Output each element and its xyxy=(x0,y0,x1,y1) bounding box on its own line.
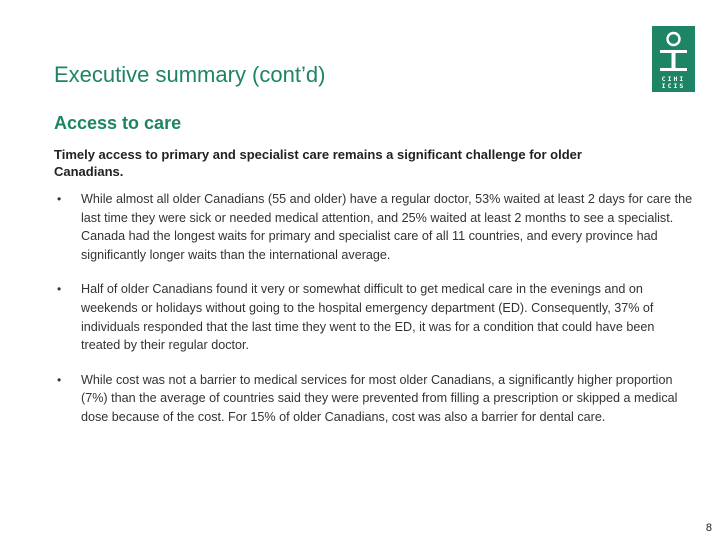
logo-text-en: CIHI xyxy=(661,75,686,83)
bullet-marker: • xyxy=(57,192,62,206)
page-number: 8 xyxy=(705,522,712,534)
lead-statement: Timely access to primary and specialist care remains a significant challenge for older Canadians. xyxy=(54,147,582,179)
bullet-text: While almost all older Canadians (55 and older) have a regular doctor, 53% waited at least 2 days for care the last time they were sick or needed medical attention, and 25% waited at least 2 months to see a specialist. Canada had the longest waits for primary and specialist care of all 11 countries, and every province had significantly longer waits than the international average. xyxy=(81,192,693,262)
bullet-text: Half of older Canadians found it very or somewhat difficult to get medical care in the evenings and on weekends or holidays without going to the hospital emergency department (ED). Consequently, 37% of individuals responded that the last time they went to the ED, it was for a condition that could have been treated by their regular doctor. xyxy=(81,282,655,353)
bullet-marker: • xyxy=(57,372,62,387)
bullet-list xyxy=(54,190,694,443)
logo-text-fr: ICIS xyxy=(661,82,686,90)
page-title: Executive summary (cont’d) xyxy=(54,62,326,87)
bullet-marker: • xyxy=(57,282,62,297)
bullet-item xyxy=(54,280,694,354)
section-subtitle: Access to care xyxy=(54,113,182,133)
bullet-item xyxy=(54,190,694,264)
bullet-text: While cost was not a barrier to medical services for most older Canadians, a significantly higher proportion (7%) than the average of countries said they were prevented from filling a prescription or skipped a medical dose because of the cost. For 15% of older Canadians, cost was also a barrier for dental care. xyxy=(81,372,678,424)
bullet-item xyxy=(54,371,694,427)
cihi-logo-icon xyxy=(652,26,695,76)
logo xyxy=(652,26,695,92)
